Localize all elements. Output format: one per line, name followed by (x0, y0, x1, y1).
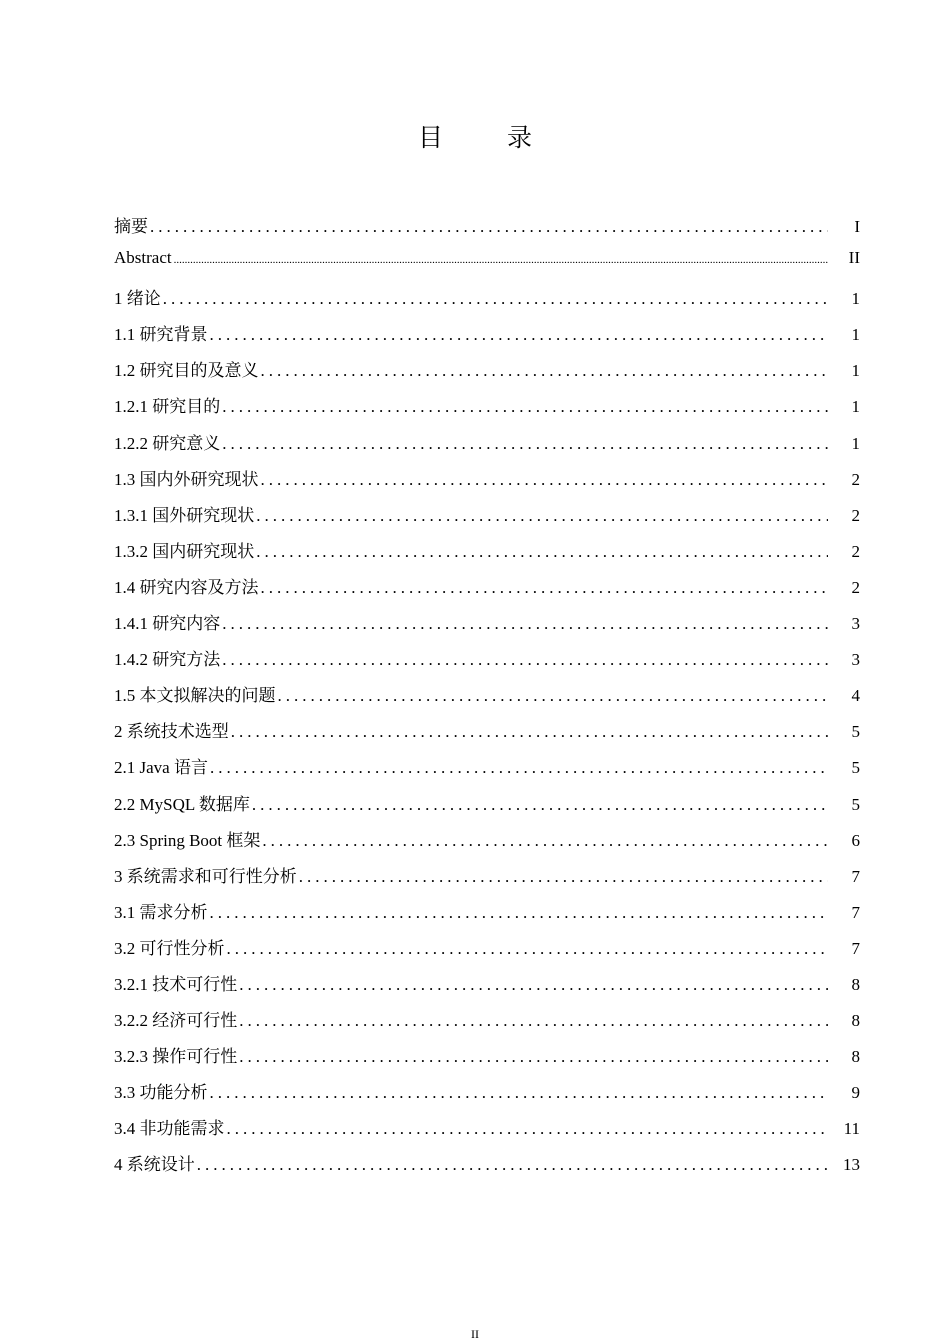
toc-leader-dots (239, 1047, 828, 1067)
toc-leader-dots (210, 325, 829, 345)
toc-entry-page: 2 (851, 469, 860, 489)
toc-entry-3-2-2[interactable] (114, 1006, 860, 1042)
toc-leader-dots (197, 1155, 828, 1175)
toc-entry-label: 1.4.1 研究内容 (114, 614, 221, 634)
toc-entry-page: 5 (851, 722, 860, 742)
toc-leader-dots (239, 1011, 828, 1031)
toc-entry-label: 1 绪论 (114, 289, 161, 309)
toc-entry-3[interactable] (114, 862, 860, 898)
toc-leader-dots (222, 434, 828, 454)
toc-entry-page: 7 (851, 938, 860, 958)
toc-leader-dots (174, 248, 828, 268)
toc-entry-page: 9 (851, 1083, 860, 1103)
toc-leader-dots (256, 542, 828, 562)
toc-entry-label: 3 系统需求和可行性分析 (114, 866, 297, 886)
toc-entry-label: 1.2 研究目的及意义 (114, 361, 259, 381)
toc-entry-page: 4 (851, 686, 860, 706)
toc-entry-1-1[interactable] (114, 320, 860, 356)
toc-entry-label: 1.1 研究背景 (114, 325, 208, 345)
toc-entry-1-2-2[interactable] (114, 429, 860, 465)
toc-leader-dots (252, 795, 828, 815)
toc-leader-dots (163, 289, 828, 309)
toc-entry-label: 1.2.2 研究意义 (114, 433, 221, 453)
toc-entry-label: 3.2.3 操作可行性 (114, 1047, 238, 1067)
toc-entry-1-3-2[interactable] (114, 537, 860, 573)
toc-entry-page: 8 (851, 1011, 860, 1031)
toc-leader-dots (222, 397, 828, 417)
toc-leader-dots (231, 722, 828, 742)
page-title: 目 录 (418, 123, 560, 152)
footer-page-number: II (471, 1327, 479, 1341)
toc-entry-label: 1.2.1 研究目的 (114, 397, 221, 417)
toc-entry-page: 3 (851, 614, 860, 634)
toc-leader-dots (150, 217, 828, 237)
toc-entry-1-5[interactable] (114, 681, 860, 717)
toc-entry-page: 13 (843, 1155, 860, 1175)
toc-entry-3-2-3[interactable] (114, 1042, 860, 1078)
toc-leader-dots (239, 975, 828, 995)
toc-leader-dots (227, 1119, 829, 1139)
toc-entry-1-4-1[interactable] (114, 609, 860, 645)
toc-leader-dots (210, 758, 828, 778)
toc-entry-page: 7 (851, 902, 860, 922)
toc-entry-page: 2 (851, 541, 860, 561)
toc-entry-abstract-en[interactable] (114, 248, 860, 284)
toc-entry-1-2-1[interactable] (114, 392, 860, 428)
toc-entry-3-3[interactable] (114, 1078, 860, 1114)
toc-entry-page: 1 (851, 397, 860, 417)
toc-entry-label: 3.2.1 技术可行性 (114, 974, 238, 994)
toc-entry-1-3[interactable] (114, 465, 860, 501)
toc-entry-page: 7 (851, 866, 860, 886)
toc-entry-label: Abstract (114, 248, 172, 268)
toc-entry-label: 3.4 非功能需求 (114, 1119, 225, 1139)
toc-entry-page: 6 (851, 830, 860, 850)
toc-entry-page: 3 (851, 650, 860, 670)
toc-entry-label: 1.5 本文拟解决的问题 (114, 686, 276, 706)
toc-entry-label: 2.1 Java 语言 (114, 758, 208, 778)
toc-entry-2-2[interactable] (114, 790, 860, 826)
toc-leader-dots (256, 506, 828, 526)
toc-entry-label: 4 系统设计 (114, 1155, 195, 1175)
toc-leader-dots (278, 686, 829, 706)
toc-entry-label: 1.4.2 研究方法 (114, 650, 221, 670)
toc-entry-4[interactable] (114, 1150, 860, 1186)
toc-entry-label: 3.2.2 经济可行性 (114, 1011, 238, 1031)
toc-leader-dots (261, 578, 829, 598)
toc-entry-label: 1.3.2 国内研究现状 (114, 541, 255, 561)
toc-leader-dots (262, 831, 828, 851)
toc-entry-3-4[interactable] (114, 1114, 860, 1150)
toc-entry-1-3-1[interactable] (114, 501, 860, 537)
toc-entry-label: 2.3 Spring Boot 框架 (114, 830, 261, 850)
toc-entry-page: 8 (851, 974, 860, 994)
toc-entry-label: 2 系统技术选型 (114, 722, 229, 742)
toc-entry-page: 1 (851, 361, 860, 381)
toc-entry-1-2[interactable] (114, 356, 860, 392)
toc-leader-dots (227, 939, 829, 959)
toc-entry-label: 1.4 研究内容及方法 (114, 577, 259, 597)
toc-entry-page: 11 (843, 1119, 860, 1139)
toc-leader-dots (299, 867, 828, 887)
toc-entry-3-1[interactable] (114, 898, 860, 934)
toc-entry-page: 2 (851, 577, 860, 597)
toc-entry-1[interactable] (114, 284, 860, 320)
toc-entry-page: 1 (851, 289, 860, 309)
toc-entry-abstract-cn[interactable] (114, 212, 860, 248)
toc-entry-2-1[interactable] (114, 753, 860, 789)
toc-entry-page: 2 (851, 505, 860, 525)
toc-entry-label: 3.3 功能分析 (114, 1083, 208, 1103)
toc-leader-dots (222, 650, 828, 670)
toc-entry-label: 2.2 MySQL 数据库 (114, 794, 250, 814)
toc-entry-3-2[interactable] (114, 934, 860, 970)
toc-entry-3-2-1[interactable] (114, 970, 860, 1006)
toc-leader-dots (210, 1083, 829, 1103)
toc-entry-page: 8 (851, 1047, 860, 1067)
toc-entry-1-4[interactable] (114, 573, 860, 609)
toc-entry-2[interactable] (114, 717, 860, 753)
toc-leader-dots (222, 614, 828, 634)
toc-entry-1-4-2[interactable] (114, 645, 860, 681)
toc-leader-dots (261, 361, 829, 381)
table-of-contents (114, 212, 860, 1187)
toc-entry-2-3[interactable] (114, 826, 860, 862)
toc-entry-page: II (848, 248, 860, 268)
toc-leader-dots (261, 470, 829, 490)
toc-entry-page: 5 (851, 758, 860, 778)
toc-entry-label: 1.3 国内外研究现状 (114, 469, 259, 489)
toc-entry-label: 3.2 可行性分析 (114, 938, 225, 958)
toc-entry-page: 5 (851, 794, 860, 814)
toc-entry-label: 摘要 (114, 217, 148, 236)
toc-entry-page: 1 (851, 433, 860, 453)
toc-leader-dots (210, 903, 829, 923)
toc-entry-label: 1.3.1 国外研究现状 (114, 505, 255, 525)
toc-entry-page: 1 (851, 325, 860, 345)
toc-entry-page: I (854, 217, 860, 236)
toc-entry-label: 3.1 需求分析 (114, 902, 208, 922)
